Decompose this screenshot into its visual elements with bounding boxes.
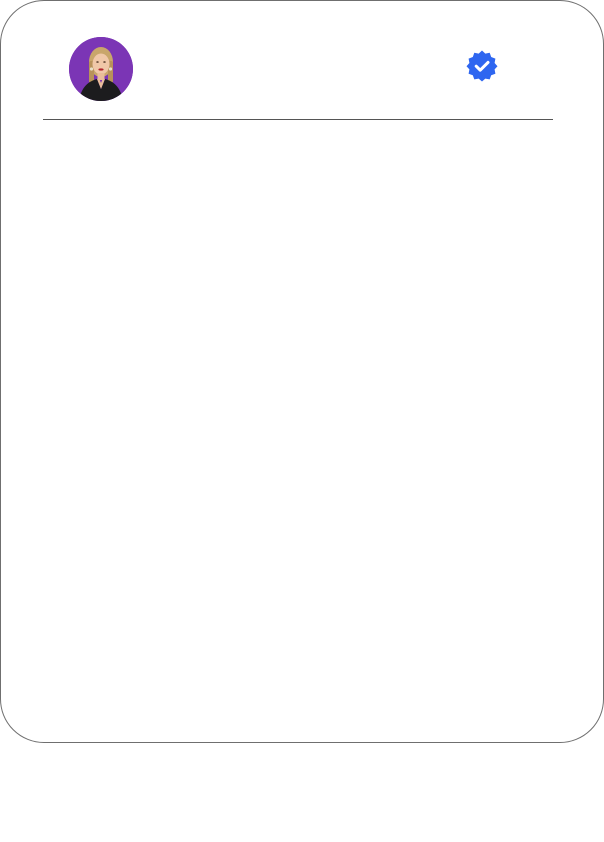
verified-badge-icon (466, 50, 498, 82)
avatar[interactable] (69, 37, 133, 101)
avatar-image (69, 37, 133, 101)
post-header (43, 1, 553, 120)
post-content-area (43, 121, 553, 721)
